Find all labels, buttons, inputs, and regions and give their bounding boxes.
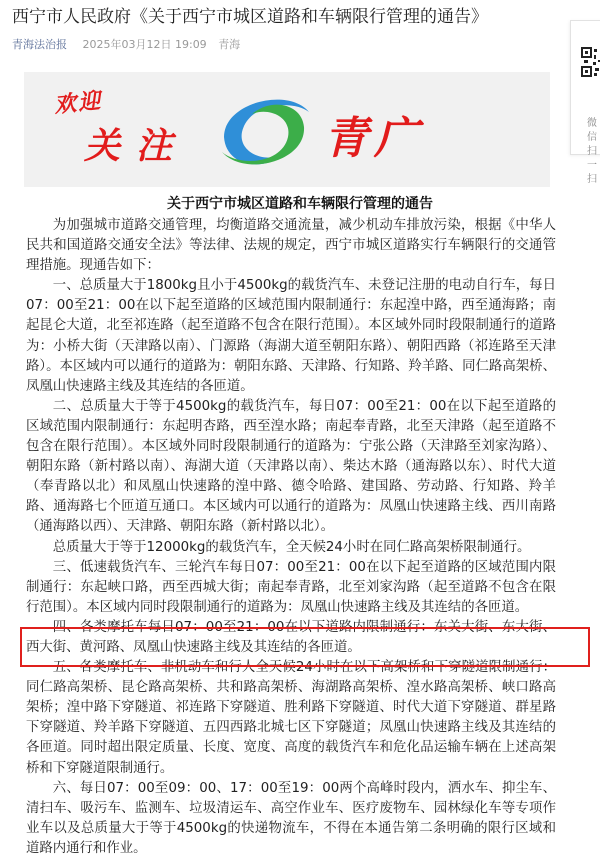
- notice-body: [26, 216, 556, 855]
- notice-paragraph: 五、各类摩托车、非机动车和行人全天候24小时在以下高架桥和下穿隧道限制通行：同仁路高架桥、昆仑路高架桥、共和路高架桥、海湖路高架桥、湟水路高架桥、峡口路高架桥；湟中路下穿隧道、祁连路下穿隧道、胜利路下穿隧道、时代大道下穿隧道、群星路下穿隧道、羚羊路下穿隧道、五四西路北城七区下穿隧道；凤凰山快速路主线及其连结的各匝道。同时超出限定质量、长度、宽度、高度的载货汽车和危化品运输车辆在上述高架桥和下穿隧道限制通行。: [26, 660, 556, 776]
- source-link[interactable]: 青海法治报: [12, 38, 67, 51]
- notice-paragraph: 为加强城市道路交通管理，均衡道路交通流量，减少机动车排放污染，根据《中华人民共和国道路交通安全法》等法律、法规的规定，西宁市城区道路实行车辆限行的交通管理措施。现通告如下：: [26, 218, 556, 274]
- notice-paragraph: 六、每日07：00至09：00、17：00至19：00两个高峰时段内，洒水车、抑尘车、清扫车、吸污车、监测车、垃圾清运车、高空作业车、医疗废物车、园林绿化车等专项作业车以及总质量大于等于4500kg的快递物流车，不得在本通告第二条明确的限行区域和道路内通行和作业。: [26, 780, 556, 855]
- swirl-logo-icon: [204, 82, 324, 182]
- banner-welcome-text: 欢迎: [52, 87, 104, 119]
- qr-code-icon: [581, 47, 600, 77]
- notice-heading: 关于西宁市城区道路和车辆限行管理的通告: [167, 196, 433, 212]
- qr-code-panel[interactable]: [570, 20, 600, 185]
- notice-paragraph-highlighted: 四、各类摩托车每日07：00至21：00在以下道路内限制通行：东关大街、东大街、西大街、黄河路、凤凰山快速路主线及其连结的各匝道。: [26, 619, 556, 655]
- article-meta: [12, 36, 240, 52]
- qr-caption: 微信扫一扫: [587, 118, 597, 185]
- publish-location: 青海: [218, 38, 241, 51]
- notice-paragraph: 总质量大于等于12000kg的载货汽车，全天候24小时在同仁路高架桥限制通行。: [52, 539, 531, 555]
- notice-paragraph: 一、总质量大于1800kg且小于4500kg的载货汽车、未登记注册的电动自行车，每日07：00至21：00在以下起至道路的区域范围内限制通行：东起湟中路，西至通海路；南起昆仑大道，北至祁连路（起至道路不包含在限行范围）。本区域外同时段限制通行的道路为：小桥大街（天津路以南）、门源路（海湖大道至朝阳东路）、朝阳西路（祁连路至天津路）。本区域内可以通行的道路为：朝阳东路、天津路、行知路、羚羊路、同仁路高架桥、凤凰山快速路主线及其连结的各匝道。: [26, 278, 556, 394]
- banner-brand-text: 青广: [324, 113, 424, 164]
- notice-paragraph: 二、总质量大于等于4500kg的载货汽车，每日07：00至21：00在以下起至道路的区域范围内限制通行：东起明杏路，西至湟水路；南起奉青路，北至天津路（起至道路不包含在限行范围）。本区域外同时段限制通行的道路为：宁张公路（天津路至刘家沟路）、朝阳东路（新村路以南）、海湖大道（天津路以南）、柴达木路（通海路以东）、时代大道（奉青路以北）和凤凰山快速路的湟中路、德令哈路、建国路、劳动路、行知路、羚羊路、通海路七个匝道互通口。本区域内可以通行的道路为：凤凰山快速路主线、西川南路（通海路以西）、天津路、朝阳东路（新村路以北）。: [26, 398, 556, 535]
- welcome-banner: [24, 72, 550, 187]
- banner-follow-text: 关注: [84, 125, 189, 167]
- notice-paragraph: 三、低速载货汽车、三轮汽车每日07：00至21：00在以下起至道路的区域范围内限制通行：东起峡口路，西至西城大街；南起奉青路，北至刘家沟路（起至道路不包含在限行范围）。本区域内同时段限制通行的道路为：凤凰山快速路主线及其连结的各匝道。: [26, 559, 556, 615]
- publish-date: 2025年03月12日 19:09: [82, 38, 207, 51]
- article-title: 西宁市人民政府《关于西宁市城区道路和车辆限行管理的通告》: [12, 7, 488, 27]
